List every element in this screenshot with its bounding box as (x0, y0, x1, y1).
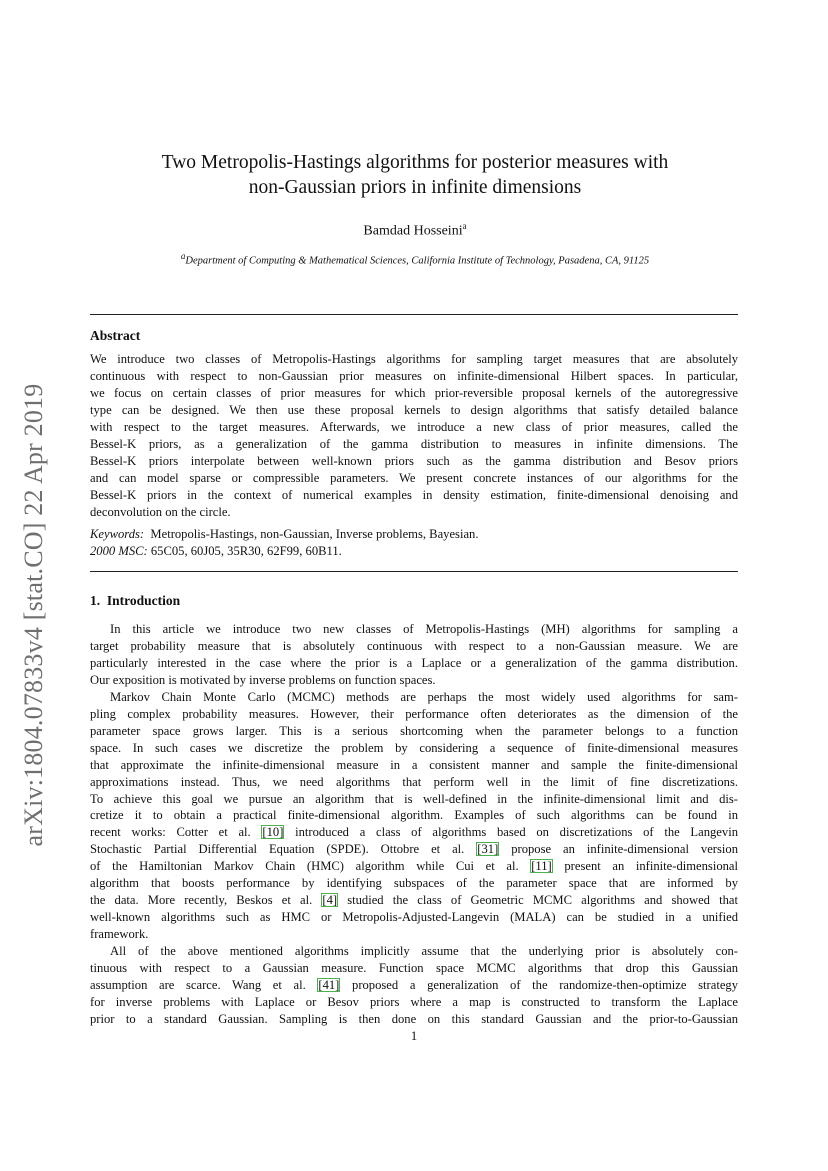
intro-line: cretize it to obtain a practical finite-dimensional algorithm. Examples of such algorithms can be found in (90, 808, 738, 823)
abstract-line: we focus on certain classes of prior measures for which prior-reversible proposal kernels of the autoregressive (90, 385, 738, 400)
intro-line: that approximate the infinite-dimensional measure in a consistent manner and sample the finite-dimensional (90, 757, 738, 772)
intro-text-segment: proposed a generalization of the randomize-then-optimize strategy (340, 978, 738, 993)
abstract-line: Bessel-K priors in the context of numerical examples in density estimation, finite-dimensional denoising and (90, 487, 738, 502)
intro-text-segment: propose an infinite-dimensional version (499, 842, 738, 857)
citation-link[interactable]: [11] (531, 859, 552, 874)
intro-line: pling complex probability measures. However, their performance often deteriorates as the dimension of the (90, 706, 738, 721)
intro-line: framework. (90, 927, 149, 942)
section-heading-introduction (90, 593, 180, 609)
page-number: 1 (410, 1029, 418, 1043)
intro-line (90, 841, 738, 858)
arxiv-identifier-text: arXiv:1804.07833v4 [stat.CO] 22 Apr 2019 (19, 383, 48, 847)
author-name: Bamdad Hosseini (363, 223, 463, 239)
intro-text-segment: introduced a class of algorithms based on discretizations of the Langevin (284, 825, 738, 840)
intro-line (90, 858, 738, 875)
abstract-line: Bessel-K priors, as a generalization of the gamma distribution to measures in infinite dimensions. The (90, 436, 738, 451)
abstract-heading: Abstract (90, 328, 141, 343)
keywords-value: Metropolis-Hastings, non-Gaussian, Inverse problems, Bayesian. (150, 527, 479, 541)
citation-link[interactable]: [41] (318, 978, 340, 993)
intro-line (90, 977, 738, 994)
affiliation-text: Department of Computing & Mathematical Sciences, California Institute of Technology, Pasadena, CA, 91125 (185, 255, 650, 267)
intro-line: particularly interested in the case where the prior is a Laplace or a generalization of the gamma distribution. (90, 655, 738, 670)
affiliation (90, 251, 740, 267)
paper-title (90, 150, 740, 200)
intro-text-segment: the data. More recently, Beskos et al. (90, 893, 322, 908)
keywords-block (90, 526, 478, 560)
abstract-line: with respect to the target measures. Afterwards, we introduce a new class of prior measures, called the (90, 419, 738, 434)
intro-line: target probability measure that is absolutely continuous with respect to a non-Gaussian measure. We are (90, 638, 738, 653)
intro-line: Our exposition is motivated by inverse problems on function spaces. (90, 672, 436, 687)
keywords-line (90, 526, 478, 543)
intro-line: In this article we introduce two new classes of Metropolis-Hastings (MH) algorithms for sampling a (110, 622, 738, 636)
abstract-bottom-rule (90, 571, 738, 572)
citation-link[interactable]: [4] (322, 893, 338, 908)
abstract-line: type can be designed. We then use these proposal kernels to design algorithms that satisfy detailed balance (90, 402, 738, 417)
intro-line: algorithm that boosts performance by identifying subspaces of the parameter space that are informed by (90, 876, 738, 891)
intro-line (90, 824, 738, 841)
abstract-line: deconvolution on the circle. (90, 504, 231, 519)
intro-line: To achieve this goal we pursue an algorithm that is well-defined in the infinite-dimensional limit and dis- (90, 791, 738, 806)
introduction-body (90, 621, 738, 1028)
author (90, 221, 740, 240)
msc-line (90, 543, 478, 560)
intro-line: approximations instead. Thus, we need algorithms that perform well in the limit of fine discretizations. (90, 774, 738, 789)
abstract-line: and can model sparse or compressible parameters. We present concrete instances of our algorithms for the (90, 470, 738, 485)
abstract-body (90, 351, 738, 521)
citation-link[interactable]: [31] (477, 842, 499, 857)
intro-line (90, 892, 738, 909)
intro-line: tinuous with respect to a Gaussian measure. Function space MCMC algorithms that drop this Gaussian (90, 961, 738, 976)
abstract-line: continuous with respect to non-Gaussian prior measures on infinite-dimensional Hilbert spaces. In particular, (90, 368, 738, 383)
intro-line: Markov Chain Monte Carlo (MCMC) methods are perhaps the most widely used algorithms for sam- (110, 689, 738, 704)
section-title: Introduction (106, 593, 181, 608)
intro-text-segment: present an infinite-dimensional (552, 859, 738, 874)
arxiv-identifier-stamp (17, 358, 51, 872)
section-number: 1. (90, 593, 101, 608)
intro-text-segment: of the Hamiltonian Markov Chain (HMC) algorithm while Cui et al. (90, 859, 531, 874)
abstract-line: Bessel-K priors interpolate between well-known priors such as the gamma distribution and Besov priors (90, 453, 738, 468)
citation-link[interactable]: [10] (262, 825, 284, 840)
title-line-1: Two Metropolis-Hastings algorithms for posterior measures with (161, 152, 669, 173)
author-affiliation-mark: a (462, 221, 467, 231)
intro-text-segment: recent works: Cotter et al. (90, 825, 262, 840)
intro-line: for inverse problems with Laplace or Besov priors where a map is constructed to transform the Laplace (90, 994, 738, 1009)
title-line-2: non-Gaussian priors in infinite dimensions (248, 177, 582, 198)
abstract-top-rule (90, 314, 738, 315)
intro-line: well-known algorithms such as HMC or Metropolis-Adjusted-Langevin (MALA) can be studied in a unified (90, 910, 738, 925)
intro-text-segment: Stochastic Partial Differential Equation (SPDE). Ottobre et al. (90, 842, 477, 857)
msc-value: 65C05, 60J05, 35R30, 62F99, 60B11. (150, 544, 342, 558)
affiliation-mark: a (180, 251, 186, 261)
abstract-line: We introduce two classes of Metropolis-Hastings algorithms for sampling target measures that are absolutely (90, 352, 738, 366)
intro-line: All of the above mentioned algorithms implicitly assume that the underlying prior is absolutely con- (110, 944, 738, 959)
msc-label: 2000 MSC: (90, 544, 148, 558)
keywords-label: Keywords: (90, 527, 145, 541)
intro-text-segment: studied the class of Geometric MCMC algorithms and showed that (338, 893, 738, 908)
intro-line: prior to a standard Gaussian. Sampling is then done on this standard Gaussian and the prior-to-Gaussian (90, 1011, 738, 1026)
intro-line: space. In such cases we discretize the problem by considering a sequence of finite-dimensional measures (90, 740, 738, 755)
intro-text-segment: assumption are scarce. Wang et al. (90, 978, 318, 993)
intro-line: parameter space grows larger. This is a serious shortcoming when the parameter belongs to a function (90, 723, 738, 738)
